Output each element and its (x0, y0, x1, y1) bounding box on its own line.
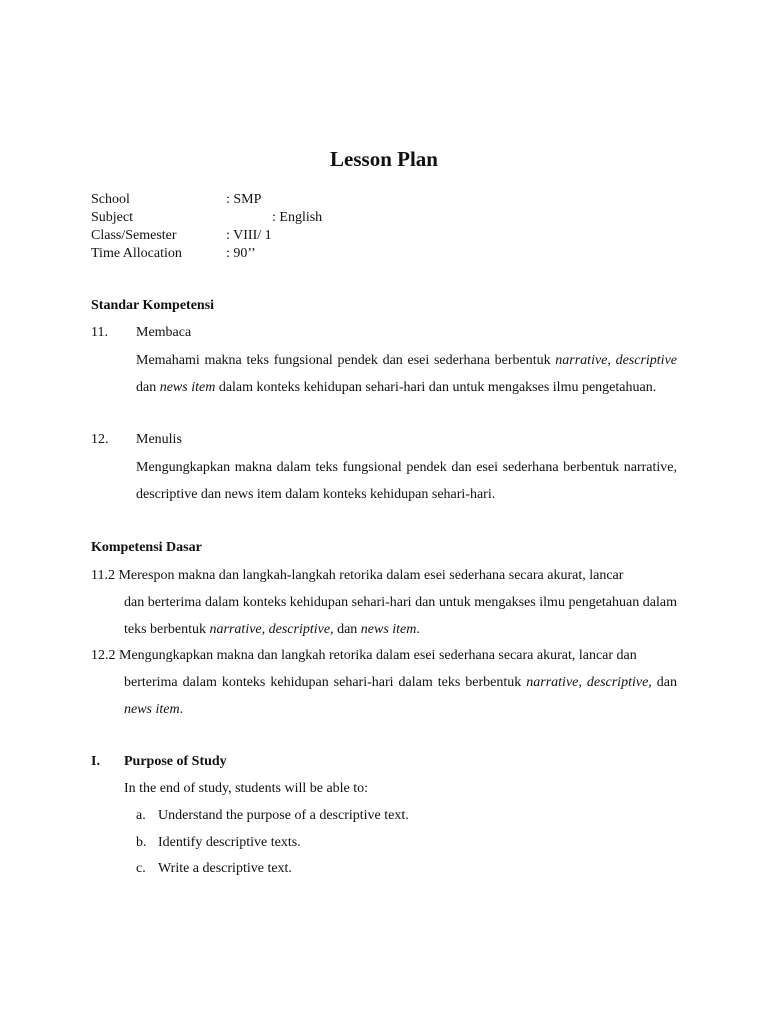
list-text: Identify descriptive texts. (158, 834, 301, 850)
text-run: . (416, 622, 420, 637)
info-row-class-semester (91, 227, 491, 245)
list-text: Write a descriptive text. (158, 861, 292, 876)
text-run: . (179, 702, 184, 717)
info-label: Class/Semester (91, 228, 177, 243)
kompetensi-dasar-heading: Kompetensi Dasar (91, 540, 202, 555)
list-letter: b. (136, 834, 147, 850)
list-letter: c. (136, 861, 146, 876)
kd-item (91, 642, 677, 723)
sk-item-number: 12. (91, 432, 109, 447)
text-run: dan (136, 380, 157, 395)
info-value: : SMP (226, 192, 262, 207)
text-run: dan (656, 675, 678, 690)
info-value: : 90’’ (226, 246, 256, 261)
page-title: Lesson Plan (330, 147, 438, 171)
text-run: dan berterima dalam konteks kehidupan sehari-hari dan untuk mengakses ilmu pengetahuan dalam teks berbentuk (124, 595, 677, 637)
text-run: Memahami makna teks fungsional pendek dan esei sederhana berbentuk (136, 353, 551, 368)
italic-term: narrative, descriptive, (209, 622, 334, 637)
info-value: : VIII/ 1 (226, 228, 272, 243)
kd-item-first-line: 11.2 Merespon makna dan langkah-langkah retorika dalam esei sederhana secara akurat, lancar (91, 568, 624, 583)
info-row-subject (91, 209, 491, 227)
info-label: School (91, 192, 130, 207)
info-label: Time Allocation (91, 246, 182, 261)
info-value: : English (272, 210, 323, 225)
italic-term: descriptive (615, 353, 677, 368)
section-numeral: I. (91, 754, 100, 769)
list-text: Understand the purpose of a descriptive text. (158, 808, 409, 823)
purpose-intro: In the end of study, students will be able to: (124, 781, 369, 796)
italic-term: news item (124, 702, 180, 717)
italic-term: news item (159, 380, 216, 395)
sk-item-title: Membaca (136, 325, 192, 340)
standar-kompetensi-heading: Standar Kompetensi (91, 298, 215, 313)
italic-term: narrative, descriptive, (526, 675, 652, 690)
italic-term: narrative, (555, 353, 611, 368)
purpose-heading: Purpose of Study (124, 754, 227, 769)
text-run: dan (337, 622, 358, 637)
sk-item-description: Mengungkapkan makna dalam teks fungsional pendek dan esei sederhana berbentuk narrative, descriptive dan news item dalam konteks kehidupan sehari-hari. (136, 460, 677, 502)
sk-item-number: 11. (91, 325, 108, 340)
text-run: berterima dalam konteks kehidupan sehari-hari dalam teks berbentuk (124, 675, 522, 690)
sk-item-description (136, 347, 677, 401)
kd-item (91, 562, 677, 643)
text-run: dalam konteks kehidupan sehari-hari dan untuk mengakses ilmu pengetahuan. (218, 380, 657, 395)
kd-item-first-line: 12.2 Mengungkapkan makna dan langkah retorika dalam esei sederhana secara akurat, lancar dan (91, 648, 637, 663)
kd-item-continuation (91, 669, 677, 723)
info-row-school (91, 191, 491, 209)
info-label: Subject (91, 210, 133, 225)
info-block (91, 191, 491, 263)
list-letter: a. (136, 808, 146, 823)
italic-term: news item (360, 622, 417, 637)
info-row-time-allocation (91, 245, 491, 263)
sk-item-title: Menulis (136, 432, 182, 447)
kd-item-continuation (91, 589, 677, 643)
